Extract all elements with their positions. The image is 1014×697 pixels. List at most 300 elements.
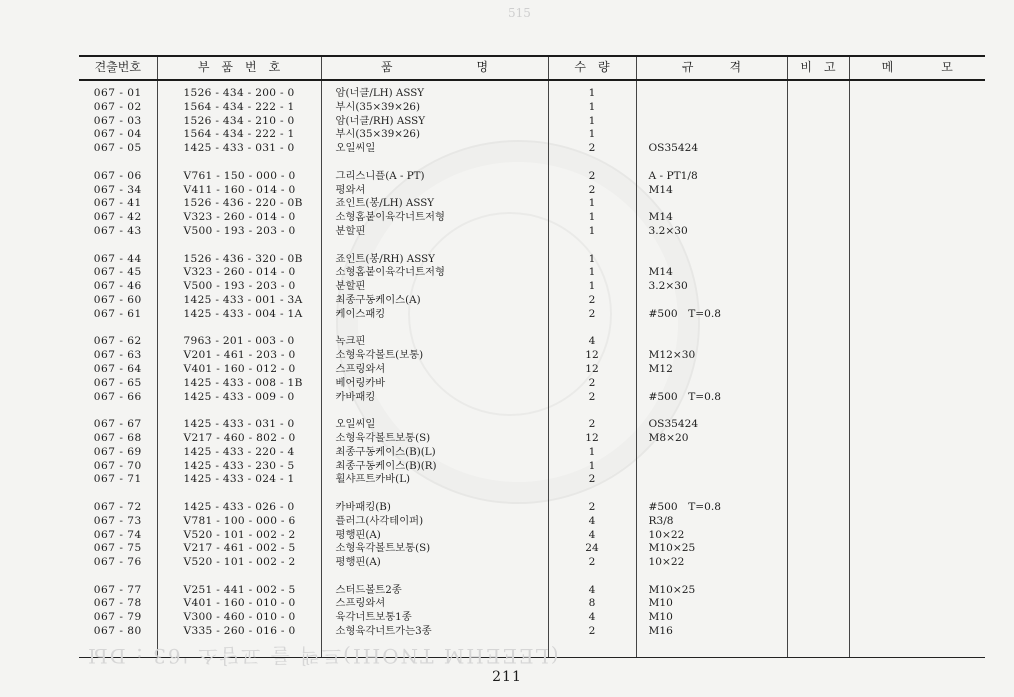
cell-part-no: 1425 - 433 - 004 - 1A	[157, 308, 321, 322]
spacer-cell	[636, 156, 787, 170]
cell-index-no: 067 - 78	[93, 597, 142, 610]
table-row	[79, 432, 985, 446]
cell-memo	[849, 280, 985, 294]
cell-quantity: 1	[548, 446, 636, 460]
cell-part-no: V520 - 101 - 002 - 2	[157, 529, 321, 543]
cell-spec: 10×22	[636, 556, 787, 570]
cell-part-name: 휠샤프트카바(L)	[321, 473, 548, 487]
cell-part-name: 소형육각너트가는3종	[321, 625, 548, 639]
spacer-cell	[321, 404, 548, 418]
cell-part-no: V500 - 193 - 203 - 0	[157, 280, 321, 294]
cell-note	[787, 515, 849, 529]
cell-note	[787, 253, 849, 267]
cell-note	[787, 432, 849, 446]
cell-part-name: 부시(35×39×26)	[321, 101, 548, 115]
cell-spec	[636, 460, 787, 474]
spacer-cell	[79, 322, 157, 336]
spacer-cell	[787, 487, 849, 501]
cell-note	[787, 335, 849, 349]
cell-part-no: V217 - 461 - 002 - 5	[157, 542, 321, 556]
cell-memo	[849, 225, 985, 239]
cell-note	[787, 625, 849, 639]
cell-spec: 3.2×30	[636, 280, 787, 294]
cell-memo	[849, 101, 985, 115]
cell-part-no: 1425 - 433 - 031 - 0	[157, 142, 321, 156]
table-row	[79, 473, 985, 487]
table-row	[79, 266, 985, 280]
cell-part-name: 오일씨일	[321, 418, 548, 432]
cell-index-no: 067 - 63	[93, 349, 142, 362]
cell-memo	[849, 501, 985, 515]
cell-part-name: 녹크핀	[321, 335, 548, 349]
cell-memo	[849, 625, 985, 639]
cell-index-no: 067 - 75	[93, 542, 142, 555]
table-row	[79, 597, 985, 611]
cell-memo	[849, 184, 985, 198]
cell-note	[787, 584, 849, 598]
spacer-cell	[548, 404, 636, 418]
cell-quantity: 2	[548, 418, 636, 432]
cell-part-name: 카바패킹(B)	[321, 501, 548, 515]
cell-memo	[849, 597, 985, 611]
cell-quantity: 2	[548, 473, 636, 487]
cell-memo	[849, 446, 985, 460]
cell-quantity: 1	[548, 87, 636, 101]
cell-index-no: 067 - 71	[93, 473, 142, 486]
cell-spec: #500 T=0.8	[636, 308, 787, 322]
cell-part-name: 오일씨일	[321, 142, 548, 156]
bottom-cell	[849, 639, 985, 658]
cell-memo	[849, 87, 985, 101]
cell-memo	[849, 460, 985, 474]
cell-note	[787, 377, 849, 391]
spacer-cell	[548, 156, 636, 170]
table-row	[79, 184, 985, 198]
cell-memo	[849, 556, 985, 570]
table-header-row	[79, 56, 985, 80]
cell-part-no: V500 - 193 - 203 - 0	[157, 225, 321, 239]
cell-memo	[849, 197, 985, 211]
table-row	[79, 363, 985, 377]
table-row	[79, 529, 985, 543]
spacer-cell	[849, 404, 985, 418]
cell-quantity: 1	[548, 128, 636, 142]
table-row	[79, 625, 985, 639]
page-top-mark: 515	[508, 6, 531, 20]
spacer-cell	[849, 487, 985, 501]
cell-note	[787, 128, 849, 142]
cell-part-name: 최종구동케이스(B)(R)	[321, 460, 548, 474]
group-spacer-row	[79, 80, 985, 87]
table-row	[79, 460, 985, 474]
cell-spec: M8×20	[636, 432, 787, 446]
table-row	[79, 253, 985, 267]
cell-quantity: 4	[548, 335, 636, 349]
cell-part-no: 1425 - 433 - 009 - 0	[157, 391, 321, 405]
cell-memo	[849, 391, 985, 405]
cell-index-no: 067 - 64	[93, 362, 142, 375]
spacer-cell	[321, 156, 548, 170]
spacer-cell	[79, 570, 157, 584]
cell-part-name: 암(너클/LH) ASSY	[321, 87, 548, 101]
spacer-cell	[548, 322, 636, 336]
cell-spec	[636, 128, 787, 142]
table-row	[79, 87, 985, 101]
cell-spec	[636, 115, 787, 129]
table-row	[79, 128, 985, 142]
cell-note	[787, 170, 849, 184]
cell-part-no: V411 - 160 - 014 - 0	[157, 184, 321, 198]
cell-index-no: 067 - 03	[93, 114, 142, 127]
cell-index-no: 067 - 45	[93, 266, 142, 279]
cell-quantity: 4	[548, 529, 636, 543]
spacer-cell	[157, 156, 321, 170]
cell-note	[787, 87, 849, 101]
page-number: 211	[492, 669, 522, 685]
cell-quantity: 2	[548, 556, 636, 570]
cell-quantity: 1	[548, 460, 636, 474]
cell-quantity: 4	[548, 611, 636, 625]
spacer-cell	[157, 239, 321, 253]
table-row	[79, 391, 985, 405]
cell-quantity: 8	[548, 597, 636, 611]
spacer-cell	[79, 80, 157, 87]
cell-part-name: 베어링카바	[321, 377, 548, 391]
cell-index-no: 067 - 65	[93, 376, 142, 389]
cell-memo	[849, 115, 985, 129]
cell-quantity: 2	[548, 391, 636, 405]
cell-note	[787, 556, 849, 570]
group-spacer-row	[79, 239, 985, 253]
cell-part-name: 케이스패킹	[321, 308, 548, 322]
parts-table-body	[79, 80, 985, 657]
cell-part-no: V300 - 460 - 010 - 0	[157, 611, 321, 625]
table-row	[79, 335, 985, 349]
cell-quantity: 1	[548, 211, 636, 225]
table-row	[79, 115, 985, 129]
table-row	[79, 280, 985, 294]
cell-spec: M12×30	[636, 349, 787, 363]
spacer-cell	[157, 404, 321, 418]
spacer-cell	[849, 570, 985, 584]
group-spacer-row	[79, 156, 985, 170]
cell-part-name: 최종구동케이스(A)	[321, 294, 548, 308]
table-row	[79, 418, 985, 432]
cell-part-no: 1425 - 433 - 024 - 1	[157, 473, 321, 487]
spacer-cell	[157, 80, 321, 87]
cell-part-no: 1526 - 436 - 220 - 0B	[157, 197, 321, 211]
table-row	[79, 349, 985, 363]
cell-index-no: 067 - 70	[93, 459, 142, 472]
cell-spec	[636, 335, 787, 349]
cell-note	[787, 197, 849, 211]
cell-memo	[849, 584, 985, 598]
spacer-cell	[548, 570, 636, 584]
cell-note	[787, 101, 849, 115]
cell-index-no: 067 - 67	[93, 418, 142, 431]
cell-part-no: V761 - 150 - 000 - 0	[157, 170, 321, 184]
cell-part-no: 1526 - 434 - 200 - 0	[157, 87, 321, 101]
cell-quantity: 1	[548, 266, 636, 280]
cell-quantity: 2	[548, 142, 636, 156]
cell-part-name: 소형육각볼트보통(S)	[321, 542, 548, 556]
cell-quantity: 1	[548, 115, 636, 129]
cell-spec: M10	[636, 611, 787, 625]
cell-part-no: V401 - 160 - 012 - 0	[157, 363, 321, 377]
group-spacer-row	[79, 322, 985, 336]
cell-part-name: 소형육각볼트보통(S)	[321, 432, 548, 446]
cell-memo	[849, 294, 985, 308]
cell-index-no: 067 - 73	[93, 514, 142, 527]
cell-quantity: 1	[548, 253, 636, 267]
cell-spec: M14	[636, 266, 787, 280]
cell-quantity: 2	[548, 184, 636, 198]
cell-note	[787, 473, 849, 487]
cell-quantity: 2	[548, 501, 636, 515]
cell-part-no: 1564 - 434 - 222 - 1	[157, 101, 321, 115]
cell-spec: M14	[636, 184, 787, 198]
table-row	[79, 170, 985, 184]
cell-part-name: 부시(35×39×26)	[321, 128, 548, 142]
cell-spec: A - PT1/8	[636, 170, 787, 184]
cell-spec: R3/8	[636, 515, 787, 529]
cell-index-no: 067 - 34	[93, 183, 142, 196]
cell-note	[787, 501, 849, 515]
spacer-cell	[787, 570, 849, 584]
cell-spec: OS35424	[636, 418, 787, 432]
cell-part-no: V201 - 461 - 203 - 0	[157, 349, 321, 363]
header-quantity: 수 량	[548, 56, 636, 80]
cell-index-no: 067 - 69	[93, 445, 142, 458]
cell-index-no: 067 - 74	[93, 528, 142, 541]
cell-quantity: 12	[548, 349, 636, 363]
cell-note	[787, 597, 849, 611]
cell-memo	[849, 363, 985, 377]
spacer-cell	[321, 570, 548, 584]
table-row	[79, 556, 985, 570]
spacer-cell	[849, 156, 985, 170]
cell-quantity: 4	[548, 515, 636, 529]
cell-note	[787, 611, 849, 625]
cell-part-name: 스프링와셔	[321, 363, 548, 377]
cell-part-no: V520 - 101 - 002 - 2	[157, 556, 321, 570]
cell-memo	[849, 128, 985, 142]
cell-note	[787, 225, 849, 239]
cell-spec: 3.2×30	[636, 225, 787, 239]
header-part-name: 품 명	[321, 56, 548, 80]
cell-spec: M10	[636, 597, 787, 611]
cell-index-no: 067 - 79	[93, 611, 142, 624]
cell-memo	[849, 611, 985, 625]
cell-part-no: V217 - 460 - 802 - 0	[157, 432, 321, 446]
table-row	[79, 501, 985, 515]
cell-index-no: 067 - 61	[93, 307, 142, 320]
cell-note	[787, 446, 849, 460]
table-row	[79, 211, 985, 225]
cell-part-no: 1425 - 433 - 230 - 5	[157, 460, 321, 474]
cell-note	[787, 308, 849, 322]
spacer-cell	[636, 487, 787, 501]
cell-part-no: 1425 - 433 - 031 - 0	[157, 418, 321, 432]
cell-spec	[636, 377, 787, 391]
cell-quantity: 24	[548, 542, 636, 556]
cell-spec: M14	[636, 211, 787, 225]
cell-quantity: 2	[548, 377, 636, 391]
cell-index-no: 067 - 01	[93, 87, 142, 99]
cell-index-no: 067 - 66	[93, 390, 142, 403]
bleed-through-text: (LEEEHM TNOHI)트랙 를 교담소 '63 : DЫ	[86, 644, 559, 668]
group-spacer-row	[79, 404, 985, 418]
header-part-no: 부 품 번 호	[157, 56, 321, 80]
cell-part-no: 1425 - 433 - 008 - 1B	[157, 377, 321, 391]
cell-part-no: 1526 - 434 - 210 - 0	[157, 115, 321, 129]
spacer-cell	[321, 239, 548, 253]
cell-part-name: 암(너클/RH) ASSY	[321, 115, 548, 129]
spacer-cell	[636, 404, 787, 418]
cell-note	[787, 363, 849, 377]
cell-note	[787, 280, 849, 294]
cell-quantity: 2	[548, 294, 636, 308]
table-row	[79, 515, 985, 529]
spacer-cell	[636, 239, 787, 253]
cell-index-no: 067 - 76	[93, 556, 142, 569]
cell-spec: OS35424	[636, 142, 787, 156]
spacer-cell	[157, 322, 321, 336]
cell-part-no: V323 - 260 - 014 - 0	[157, 211, 321, 225]
cell-spec: 10×22	[636, 529, 787, 543]
header-index-no: 견출번호	[79, 56, 157, 80]
spacer-cell	[636, 570, 787, 584]
cell-note	[787, 142, 849, 156]
spacer-cell	[548, 80, 636, 87]
cell-quantity: 4	[548, 584, 636, 598]
cell-memo	[849, 349, 985, 363]
table-row	[79, 197, 985, 211]
cell-part-name: 최종구동케이스(B)(L)	[321, 446, 548, 460]
cell-spec	[636, 446, 787, 460]
cell-spec: #500 T=0.8	[636, 391, 787, 405]
cell-quantity: 2	[548, 625, 636, 639]
cell-memo	[849, 308, 985, 322]
cell-part-name: 그리스니플(A - PT)	[321, 170, 548, 184]
cell-spec: M12	[636, 363, 787, 377]
cell-part-no: 7963 - 201 - 003 - 0	[157, 335, 321, 349]
cell-index-no: 067 - 44	[93, 252, 142, 265]
cell-part-no: 1526 - 436 - 320 - 0B	[157, 253, 321, 267]
spacer-cell	[787, 322, 849, 336]
cell-part-name: 평와셔	[321, 184, 548, 198]
bottom-cell	[636, 639, 787, 658]
cell-part-name: 소형홈붙이육각너트저형	[321, 266, 548, 280]
cell-note	[787, 460, 849, 474]
cell-index-no: 067 - 62	[93, 335, 142, 348]
header-note: 비 고	[787, 56, 849, 80]
spacer-cell	[787, 239, 849, 253]
cell-memo	[849, 515, 985, 529]
spacer-cell	[849, 239, 985, 253]
cell-index-no: 067 - 72	[93, 500, 142, 513]
spacer-cell	[79, 156, 157, 170]
cell-note	[787, 184, 849, 198]
table-row	[79, 377, 985, 391]
table-row	[79, 446, 985, 460]
cell-part-no: 1425 - 433 - 220 - 4	[157, 446, 321, 460]
cell-part-no: V401 - 160 - 010 - 0	[157, 597, 321, 611]
table-row	[79, 294, 985, 308]
cell-index-no: 067 - 60	[93, 293, 142, 306]
cell-part-name: 플러그(사각테이퍼)	[321, 515, 548, 529]
cell-part-name: 소형홈붙이육각너트저형	[321, 211, 548, 225]
cell-memo	[849, 377, 985, 391]
cell-quantity: 2	[548, 308, 636, 322]
cell-memo	[849, 542, 985, 556]
spacer-cell	[321, 487, 548, 501]
spacer-cell	[548, 239, 636, 253]
cell-quantity: 12	[548, 432, 636, 446]
spacer-cell	[787, 156, 849, 170]
cell-part-name: 분할핀	[321, 280, 548, 294]
table-row	[79, 611, 985, 625]
cell-note	[787, 529, 849, 543]
cell-memo	[849, 418, 985, 432]
cell-part-name: 죠인트(봉/RH) ASSY	[321, 253, 548, 267]
cell-part-name: 카바패킹	[321, 391, 548, 405]
cell-index-no: 067 - 80	[93, 625, 142, 638]
cell-part-name: 죠인트(봉/LH) ASSY	[321, 197, 548, 211]
header-spec: 규 격	[636, 56, 787, 80]
cell-part-name: 스터드볼트2종	[321, 584, 548, 598]
table-row	[79, 542, 985, 556]
cell-memo	[849, 170, 985, 184]
cell-spec: M10×25	[636, 584, 787, 598]
cell-spec	[636, 87, 787, 101]
cell-spec: M10×25	[636, 542, 787, 556]
cell-memo	[849, 529, 985, 543]
cell-part-no: V781 - 100 - 000 - 6	[157, 515, 321, 529]
cell-part-name: 평행핀(A)	[321, 556, 548, 570]
spacer-cell	[79, 404, 157, 418]
cell-note	[787, 349, 849, 363]
header-memo: 메 모	[849, 56, 985, 80]
spacer-cell	[636, 322, 787, 336]
table-row	[79, 101, 985, 115]
cell-memo	[849, 253, 985, 267]
spacer-cell	[636, 80, 787, 87]
cell-part-no: 1425 - 433 - 001 - 3A	[157, 294, 321, 308]
cell-memo	[849, 432, 985, 446]
cell-quantity: 2	[548, 170, 636, 184]
cell-memo	[849, 266, 985, 280]
bottom-cell	[787, 639, 849, 658]
spacer-cell	[787, 404, 849, 418]
cell-index-no: 067 - 68	[93, 431, 142, 444]
cell-note	[787, 542, 849, 556]
cell-spec	[636, 101, 787, 115]
cell-index-no: 067 - 46	[93, 280, 142, 293]
spacer-cell	[548, 487, 636, 501]
spacer-cell	[321, 80, 548, 87]
cell-memo	[849, 211, 985, 225]
cell-index-no: 067 - 41	[93, 197, 142, 210]
cell-index-no: 067 - 43	[93, 224, 142, 237]
cell-note	[787, 294, 849, 308]
cell-part-name: 스프링와셔	[321, 597, 548, 611]
cell-spec	[636, 253, 787, 267]
spacer-cell	[321, 322, 548, 336]
spacer-cell	[849, 80, 985, 87]
cell-memo	[849, 473, 985, 487]
cell-part-name: 평행핀(A)	[321, 529, 548, 543]
